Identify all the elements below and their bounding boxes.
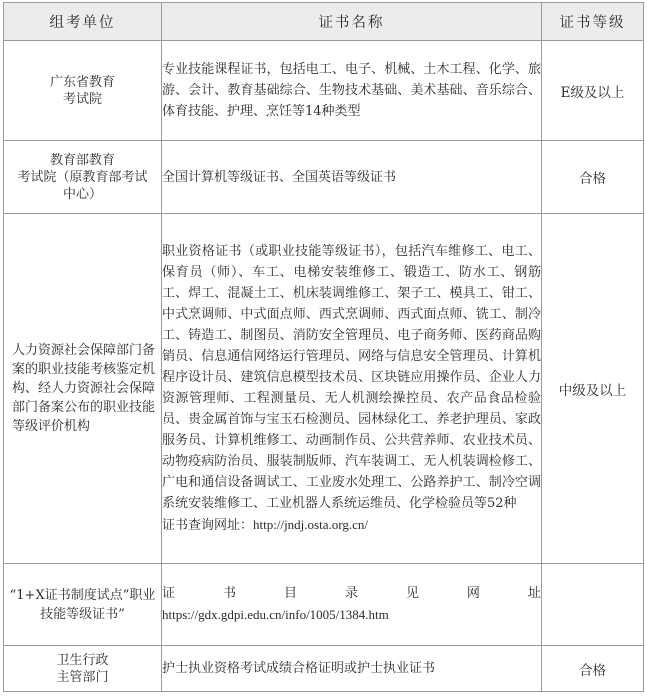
cert-name-cell: [162, 564, 542, 646]
cert-level-cell: [542, 564, 644, 646]
cert-level-cell: 中级及以上: [542, 214, 644, 564]
directory-note: [162, 583, 541, 604]
org-cell: [4, 646, 162, 692]
cert-name-cell: 专业技能课程证书，包括电工、电子、机械、土木工程、化学、旅游、会计、教育基础综合、生物技术基础、美术基础、音乐综合、体育技能、护理、烹饪等14种类型: [162, 41, 542, 141]
org-line: 广东省教育: [49, 74, 115, 90]
cert-level-cell: 合格: [542, 141, 644, 214]
org-line: 主管部门: [56, 669, 109, 685]
header-org: 组考单位: [4, 3, 162, 41]
header-name: 证书名称: [162, 3, 542, 41]
note-char: 网: [466, 586, 480, 601]
cert-name-cell: [162, 214, 542, 564]
table-row: [4, 41, 644, 141]
org-line: 中心）: [62, 186, 102, 202]
table-row: [4, 646, 644, 692]
org-line: 考试院（原教育部考试: [17, 169, 148, 185]
note-char: 录: [344, 586, 358, 601]
cert-level-cell: E级及以上: [542, 41, 644, 141]
org-cell: 人力资源社会保障部门备案的职业技能考核鉴定机构、经人力资源社会保障部门备案公布的职业技能等级评价机构: [4, 214, 162, 564]
org-cell: [4, 41, 162, 141]
org-line: 教育部教育: [49, 152, 115, 168]
header-row: [4, 3, 644, 41]
cert-name-cell: 护士执业资格考试成绩合格证明或护士执业证书: [162, 646, 542, 692]
note-char: 见: [405, 586, 419, 601]
directory-url-link[interactable]: https://gdx.gdpi.edu.cn/info/1005/1384.htm: [162, 607, 389, 622]
cert-level-cell: 合格: [542, 646, 644, 692]
query-label: 证书查询网址：: [162, 518, 254, 533]
cert-name-cell: 全国计算机等级证书、全国英语等级证书: [162, 141, 542, 214]
certificate-table: [3, 2, 644, 692]
note-char: 证: [162, 586, 176, 601]
note-char: 址: [527, 586, 541, 601]
table-row: [4, 141, 644, 214]
table-row: [4, 564, 644, 646]
query-url-link[interactable]: http://jndj.osta.org.cn/: [253, 517, 368, 532]
note-char: 目: [283, 586, 297, 601]
org-cell: [4, 141, 162, 214]
org-line: 考试院: [62, 91, 102, 107]
note-char: 书: [222, 586, 236, 601]
cert-name-text: 职业资格证书（或职业技能等级证书），包括汽车维修工、电工、保育员（师）、车工、电梯安装维修工、锻造工、防水工、钢筋工、焊工、混凝土工、机床装调维修工、架子工、模具工、钳工、中式烹调师、中式面点师、西式烹调师、西式面点师、铣工、制冷工、铸造工、制图员、消防安全管理员、电子商务师、医药商品购销员、信息通信网络运行管理员、网络与信息安全管理员、计算机程序设计员、建筑信息模型技术员、区块链应用操作员、企业人力资源管理师、工程测量员、无人机测绘操控员、农产品食品检验员、贵金属首饰与宝玉石检测员、园林绿化工、养老护理员、家政服务员、计算机维修工、动画制作员、公共营养师、农业技术员、动物疫病防治员、服装制版师、汽车装调工、无人机装调检修工、广电和通信设备调试工、工业废水处理工、公路养护工、制冷空调系统安装维修工、工业机器人系统运维员、化学检验员等52种: [162, 244, 541, 511]
org-cell: “1+X证书制度试点”职业技能等级证书”: [4, 564, 162, 646]
org-line: 卫生行政: [56, 652, 109, 668]
header-level: 证书等级: [542, 3, 644, 41]
table-row: [4, 214, 644, 564]
